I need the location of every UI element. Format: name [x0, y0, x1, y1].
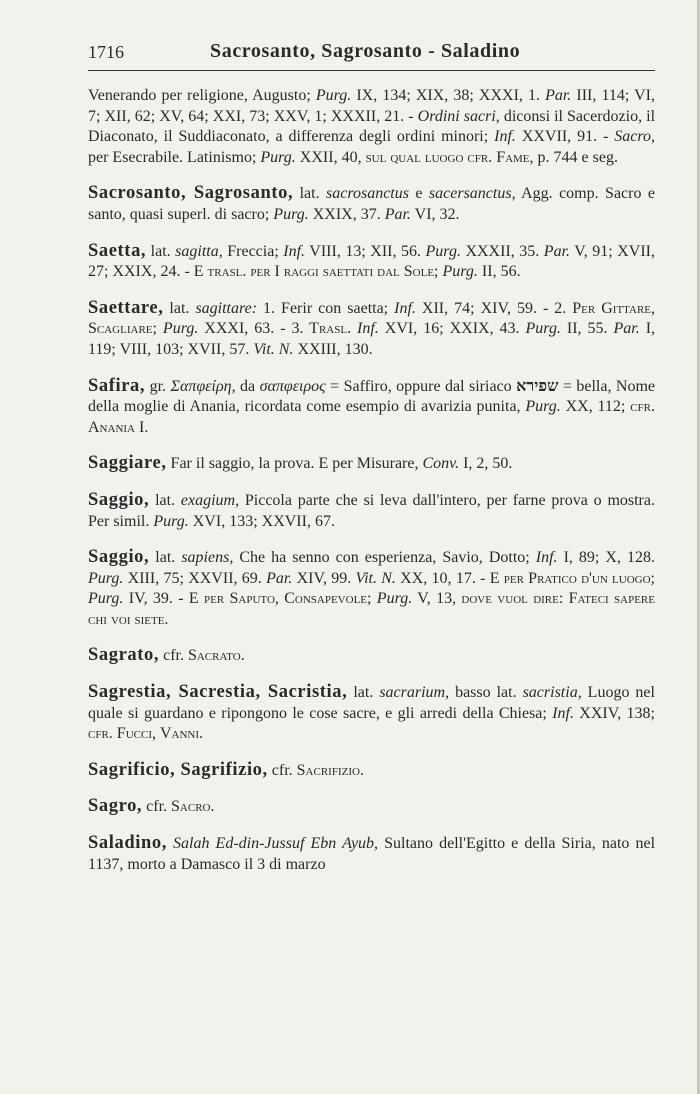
page-number: 1716 [88, 42, 124, 62]
entry-sagrestia: Sagrestia, Sacrestia, Sacristia, lat. sacrarium, basso lat. sacristia, Luogo nel quale si guardano e ripongono le cose sacre, e gli arredi della Chiesa; Inf. XXIV, 138; cfr. Fucci, Vanni. [88, 682, 655, 743]
entry-headword: Saggio, [88, 489, 150, 510]
hebrew-word: שפירא [516, 377, 559, 395]
entry-headword: Sagrato, [88, 645, 160, 666]
entry-headword: Saggio, [88, 547, 150, 568]
entry-headword: Saladino, [88, 833, 167, 854]
entry-headword: Sagrestia, Sacrestia, Sacristia, [88, 682, 348, 703]
entry-saetta: Saetta, lat. sagitta, Freccia; Inf. VIII, 13; XII, 56. Purg. XXXII, 35. Par. V, 91; XVII, 27; XXIX, 24. - E trasl. per I raggi saettati dal Sole; Purg. II, 56. [88, 240, 655, 281]
entry-saggio-exagium: Saggio, lat. exagium, Piccola parte che si leva dall'intero, per farne prova o mostra. Per simil. Purg. XVI, 133; XXVII, 67. [88, 489, 655, 530]
entry-headword: Saggiare, [88, 453, 167, 474]
entry-sagrato: Sagrato, cfr. Sacrato. [88, 645, 245, 666]
entry-sacrosanto: Sacrosanto, Sagrosanto, lat. sacrosanctus e sacersanctus, Agg. comp. Sacro e santo, quasi superl. di sacro; Purg. XXIX, 37. Par. VI, 32. [88, 183, 655, 223]
page-header [88, 40, 655, 71]
entry-continuation: Venerando per religione, Augusto; Purg. IX, 134; XIX, 38; XXXI, 1. Par. III, 114; VI, 7; XII, 62; XV, 64; XXI, 73; XXV, 1; XXXII, 21. - Ordini sacri, diconsi il Sacerdozio, il Diaconato, il Suddiaconato, a differenza degli ordini minori; Inf. XXVII, 91. - Sacro, per Esecrabile. Latinismo; Purg. XXII, 40, sul qual luogo cfr. Fame, p. 744 e seg. [88, 87, 656, 166]
running-head: Sacrosanto, Sagrosanto - Saladino [210, 40, 521, 62]
dictionary-text [88, 86, 655, 875]
entry-headword: Saettare, [88, 297, 164, 318]
entry-headword: Sacrosanto, Sagrosanto, [88, 183, 294, 204]
entry-saggio-sapiens: Saggio, lat. sapiens, Che ha senno con esperienza, Savio, Dotto; Inf. I, 89; X, 128. Purg. XIII, 75; XXVII, 69. Par. XIV, 99. Vit. N. XX, 10, 17. - E per Pratico d'un luogo; Purg. IV, 39. - E per Saputo, Consapevole; Purg. V, 13, dove vuol dire: Fateci sapere chi voi siete. [88, 547, 655, 628]
entry-sagro: Sagro, cfr. Sacro. [88, 796, 215, 817]
entry-saggiare: Saggiare, Far il saggio, la prova. E per Misurare, Conv. I, 2, 50. [88, 453, 513, 474]
entry-headword: Sagrificio, Sagrifizio, [88, 759, 268, 780]
entry-saettare: Saettare, lat. sagittare: 1. Ferir con saetta; Inf. XII, 74; XIV, 59. - 2. Per Gittare, Scagliare; Purg. XXXI, 63. - 3. Trasl. Inf. XVI, 16; XXIX, 43. Purg. II, 55. Par. I, 119; VIII, 103; XVII, 57. Vit. N. XXIII, 130. [88, 297, 656, 358]
entry-headword: Saetta, [88, 240, 147, 261]
entry-headword: Safira, [88, 375, 146, 396]
entry-sagrificio: Sagrificio, Sagrifizio, cfr. Sacrifizio. [88, 759, 364, 780]
entry-saladino: Saladino, Salah Ed-din-Jussuf Ebn Ayub, Sultano dell'Egitto e della Siria, nato nel 1137, morto a Damasco il 3 di marzo [88, 833, 656, 873]
entry-safira: Safira, gr. Σαπφείρη, da σαπφειρος = Saffiro, oppure dal siriaco שפירא = bella, Nome della moglie di Anania, ricordata come esempio di avarizia punita, Purg. XX, 112; cfr. Anania I. [88, 375, 655, 436]
entry-headword: Sagro, [88, 796, 143, 817]
